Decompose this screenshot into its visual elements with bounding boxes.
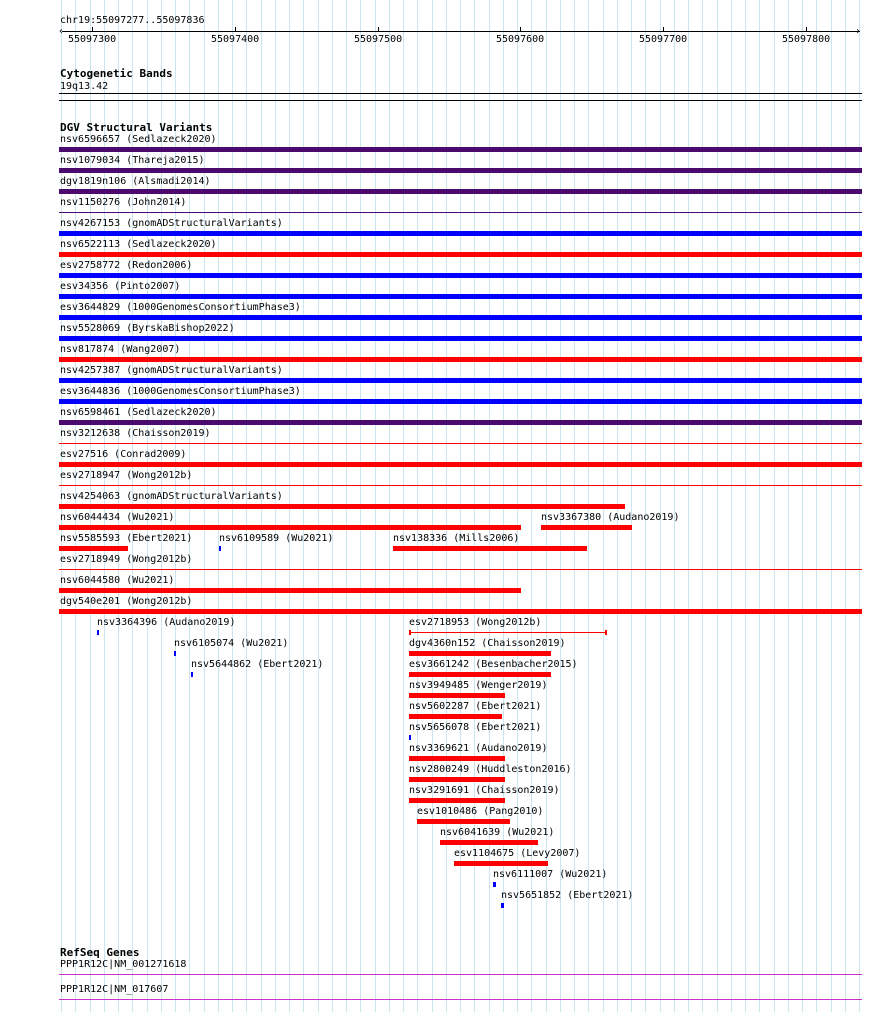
region-label: chr19:55097277..55097836 [60,15,205,26]
dgv-track-title: DGV Structural Variants [60,121,213,134]
variant-label[interactable]: nsv5528069 (ByrskaBishop2022) [60,323,235,334]
variant-bar[interactable] [409,632,607,633]
variant-bar-endcap [409,630,411,635]
variant-label[interactable]: esv2758772 (Redon2006) [60,260,193,271]
variant-bar[interactable] [59,273,862,278]
variant-label[interactable]: esv34356 (Pinto2007) [60,281,181,292]
ruler-tick [378,27,379,32]
ruler-tick-label: 55097400 [211,34,260,45]
variant-bar[interactable] [417,819,510,824]
variant-bar[interactable] [409,798,505,803]
variant-label[interactable]: nsv6111007 (Wu2021) [493,869,608,880]
variant-bar[interactable] [59,420,862,425]
variant-bar[interactable] [393,546,587,551]
variant-bar[interactable] [174,651,176,656]
variant-bar[interactable] [59,609,862,614]
variant-bar[interactable] [59,212,862,213]
ruler-tick [663,27,664,32]
variant-label[interactable]: nsv1150276 (John2014) [60,197,187,208]
variant-bar[interactable] [59,378,862,383]
variant-label[interactable]: nsv3212638 (Chaisson2019) [60,428,211,439]
variant-label[interactable]: nsv3291691 (Chaisson2019) [409,785,560,796]
variant-bar[interactable] [59,315,862,320]
refseq-transcript-line[interactable] [59,974,862,975]
variant-label[interactable]: esv2718953 (Wong2012b) [409,617,542,628]
variant-label[interactable]: dgv1819n106 (Alsmadi2014) [60,176,211,187]
variant-bar[interactable] [59,336,862,341]
variant-bar[interactable] [501,903,504,908]
variant-bar[interactable] [493,882,496,887]
ruler-tick-label: 55097300 [68,34,117,45]
variant-label[interactable]: esv3661242 (Besenbacher2015) [409,659,578,670]
variant-label[interactable]: nsv6598461 (Sedlazeck2020) [60,407,217,418]
variant-label[interactable]: esv27516 (Conrad2009) [60,449,187,460]
ruler-axis [62,31,860,32]
ruler-tick-label: 55097800 [782,34,831,45]
variant-label[interactable]: nsv2800249 (Huddleston2016) [409,764,572,775]
variant-bar[interactable] [59,569,862,570]
variant-bar[interactable] [219,546,221,551]
cytoband-label: 19q13.42 [60,81,109,92]
variant-label[interactable]: nsv1079034 (Thareja2015) [60,155,205,166]
variant-label[interactable]: dgv4360n152 (Chaisson2019) [409,638,566,649]
refseq-transcript-line[interactable] [59,999,862,1000]
variant-bar[interactable] [97,630,99,635]
variant-label[interactable]: nsv5656078 (Ebert2021) [409,722,542,733]
variant-label[interactable]: nsv5585593 (Ebert2021) [60,533,193,544]
variant-label[interactable]: nsv4257387 (gnomADStructuralVariants) [60,365,283,376]
variant-label[interactable]: nsv5602287 (Ebert2021) [409,701,542,712]
cytoband-bar-bottom [59,100,862,101]
variant-bar[interactable] [59,231,862,236]
ruler-tick-label: 55097600 [496,34,545,45]
variant-bar[interactable] [454,861,548,866]
variant-label[interactable]: esv1104675 (Levy2007) [454,848,581,859]
variant-label[interactable]: nsv3367380 (Audano2019) [541,512,680,523]
variant-label[interactable]: esv2718949 (Wong2012b) [60,554,193,565]
variant-bar[interactable] [59,357,862,362]
variant-label[interactable]: esv3644836 (1000GenomesConsortiumPhase3) [60,386,301,397]
variant-bar[interactable] [409,651,551,656]
variant-bar[interactable] [541,525,632,530]
variant-bar[interactable] [409,777,505,782]
variant-bar[interactable] [59,588,521,593]
cytoband-track-title: Cytogenetic Bands [60,67,173,80]
variant-bar[interactable] [59,485,862,486]
variant-label[interactable]: nsv6596657 (Sedlazeck2020) [60,134,217,145]
variant-label[interactable]: dgv540e201 (Wong2012b) [60,596,193,607]
variant-label[interactable]: esv2718947 (Wong2012b) [60,470,193,481]
variant-label[interactable]: nsv6041639 (Wu2021) [440,827,555,838]
variant-label[interactable]: nsv5644862 (Ebert2021) [191,659,324,670]
variant-bar[interactable] [59,462,862,467]
variant-label[interactable]: nsv3364396 (Audano2019) [97,617,236,628]
variant-label[interactable]: nsv3369621 (Audano2019) [409,743,548,754]
variant-label[interactable]: nsv4267153 (gnomADStructuralVariants) [60,218,283,229]
ruler-tick-label: 55097700 [639,34,688,45]
variant-label[interactable]: nsv5651852 (Ebert2021) [501,890,634,901]
variant-bar[interactable] [409,693,505,698]
refseq-track-title: RefSeq Genes [60,946,140,959]
variant-bar[interactable] [59,294,862,299]
variant-bar[interactable] [59,168,862,173]
variant-bar[interactable] [191,672,193,677]
variant-label[interactable]: nsv817874 (Wang2007) [60,344,181,355]
cytoband-bar-top [59,93,862,94]
ruler-right-arrow-icon: › [855,26,862,37]
variant-bar[interactable] [59,546,128,551]
ruler-tick [92,27,93,32]
variant-label[interactable]: nsv3949485 (Wenger2019) [409,680,548,691]
variant-bar[interactable] [59,147,862,152]
variant-label[interactable]: nsv138336 (Mills2006) [393,533,520,544]
variant-bar[interactable] [59,504,625,509]
variant-label[interactable]: nsv6105074 (Wu2021) [174,638,289,649]
variant-bar[interactable] [440,840,538,845]
variant-label[interactable]: nsv6109589 (Wu2021) [219,533,334,544]
variant-label[interactable]: esv1010486 (Pang2010) [417,806,544,817]
variant-bar[interactable] [59,189,862,194]
variant-bar[interactable] [409,714,502,719]
variant-label[interactable]: esv3644829 (1000GenomesConsortiumPhase3) [60,302,301,313]
ruler-tick [520,27,521,32]
refseq-transcript-label[interactable]: PPP1R12C|NM_001271618 [60,959,187,970]
variant-label[interactable]: nsv6044580 (Wu2021) [60,575,175,586]
variant-bar[interactable] [59,399,862,404]
ruler-left-arrow-icon: ‹ [58,26,65,37]
variant-label[interactable]: nsv4254063 (gnomADStructuralVariants) [60,491,283,502]
refseq-transcript-label[interactable]: PPP1R12C|NM_017607 [60,984,169,995]
variant-bar[interactable] [409,756,505,761]
ruler-tick [235,27,236,32]
variant-bar[interactable] [409,735,411,740]
variant-bar[interactable] [59,525,521,530]
variant-bar[interactable] [59,443,862,444]
variant-bar[interactable] [59,252,862,257]
ruler-tick [806,27,807,32]
variant-bar[interactable] [409,672,551,677]
variant-label[interactable]: nsv6522113 (Sedlazeck2020) [60,239,217,250]
variant-bar-endcap [605,630,607,635]
ruler-tick-label: 55097500 [354,34,403,45]
variant-label[interactable]: nsv6044434 (Wu2021) [60,512,175,523]
